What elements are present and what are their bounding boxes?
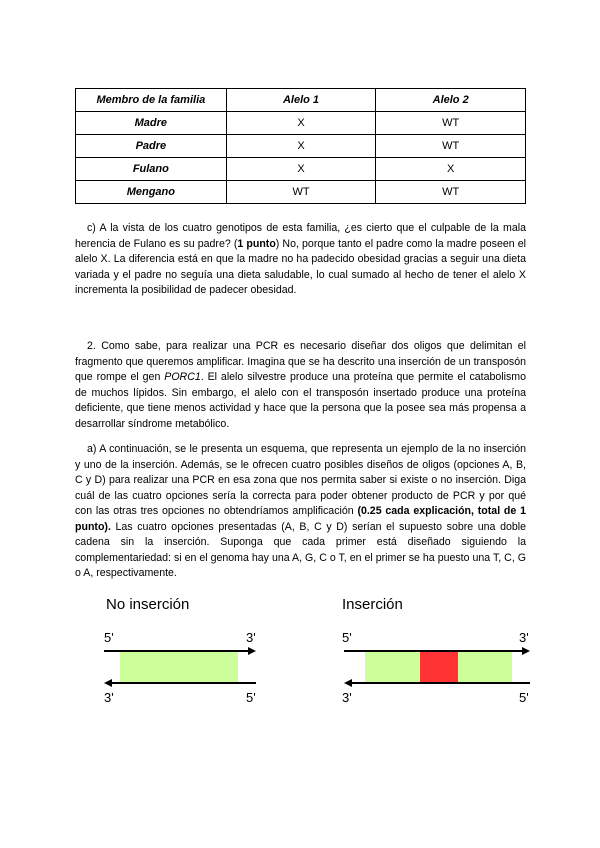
bottom-five-prime-label: 5' [246, 690, 256, 705]
header-allele-1: Alelo 1 [226, 89, 376, 112]
transposon-insertion [420, 651, 458, 683]
cell-allele-1: WT [226, 181, 376, 204]
cell-allele-2: WT [376, 181, 526, 204]
header-member: Membro de la familia [76, 89, 227, 112]
question-a-points: (0.25 cada explicación, total de 1 punto). [75, 505, 526, 533]
cell-member: Fulano [76, 158, 227, 181]
cell-allele-2: WT [376, 112, 526, 135]
paragraph-question-2 [75, 339, 526, 432]
no-insertion-strands [100, 645, 260, 689]
table-row [76, 181, 526, 204]
top-five-prime-label: 5' [104, 630, 114, 645]
insertion-title: Inserción [342, 596, 403, 613]
table-header-row [76, 89, 526, 112]
cell-member: Madre [76, 112, 227, 135]
insertion-strands [340, 645, 535, 689]
gene-name: PORC1 [164, 371, 201, 383]
top-five-prime-label: 5' [342, 630, 352, 645]
amplicon-region [120, 651, 238, 683]
cell-allele-1: X [226, 135, 376, 158]
bottom-five-prime-label: 5' [519, 690, 529, 705]
top-arrow-head [522, 647, 530, 655]
question-a-text: a) A continuación, se le presenta un esquema, que representa un ejemplo de la no inserción y uno de la inserción. Además, se le ofrecen cuatro posibles diseños de oligos (opciones A, B, C y D) para realizar una PCR en esa zona que nos permita saber si existe o no inserción. Diga cuál de las cuatro opciones sería la correcta para poder obtener producto de PCR y por qué con las otras tres opciones no obtendríamos amplificación [75, 443, 526, 517]
no-insertion-title: No inserción [106, 596, 190, 613]
question-c-answer: ) No, porque tanto el padre como la madre poseen el alelo X. La diferencia está en que la madre no ha padecido obesidad gracias a seguir una dieta variada y el padre no seguía una dieta saludable, lo cual sumado al hecho de tener el alelo X incrementa la posibilidad de padecer obesidad. [75, 237, 526, 296]
table-row [76, 135, 526, 158]
cell-member: Padre [76, 135, 227, 158]
question-c-points: 1 punto [237, 237, 276, 250]
bottom-arrow-head [344, 679, 352, 687]
paragraph-question-c [75, 221, 526, 299]
genotype-table [75, 88, 526, 204]
right-flank-region [458, 651, 512, 683]
cell-allele-2: WT [376, 135, 526, 158]
cell-allele-1: X [226, 158, 376, 181]
paragraph-question-a [75, 442, 526, 582]
question-c-text: c) A la vista de los cuatro genotipos de esta familia, ¿es cierto que el culpable de la mala herencia de Fulano es su padre? ( [75, 222, 526, 250]
left-flank-region [365, 651, 420, 683]
top-three-prime-label: 3' [519, 630, 529, 645]
bottom-three-prime-label: 3' [342, 690, 352, 705]
cell-member: Mengano [76, 181, 227, 204]
header-allele-2: Alelo 2 [376, 89, 526, 112]
question-2-text-cont: . El alelo silvestre produce una proteína que permite el catabolismo de muchos lípidos. Sin embargo, el alelo con el transposón insertado produce una proteína deficiente, que tiene menos actividad y hace que la persona que la posee sea más propensa a desarrollar síndrome metabólico. [75, 371, 526, 430]
cell-allele-1: X [226, 112, 376, 135]
cell-allele-2: X [376, 158, 526, 181]
top-arrow-head [248, 647, 256, 655]
question-a-text-cont: Las cuatro opciones presentadas (A, B, C y D) serían el supuesto sobre una doble cadena sin la inserción. Suponga que cada primer está diseñado siguiendo la complementariedad: si en el genoma hay una A, G, C o T, en el primer se ha puesto una T, C, G o A, respectivamente. [75, 520, 526, 579]
bottom-arrow-head [104, 679, 112, 687]
bottom-three-prime-label: 3' [104, 690, 114, 705]
table-row [76, 112, 526, 135]
top-three-prime-label: 3' [246, 630, 256, 645]
question-2-text: 2. Como sabe, para realizar una PCR es necesario diseñar dos oligos que delimitan el fragmento que queremos amplificar. Imagina que se ha descrito una inserción de un transposón que rompe el gen [75, 340, 526, 383]
table-row [76, 158, 526, 181]
